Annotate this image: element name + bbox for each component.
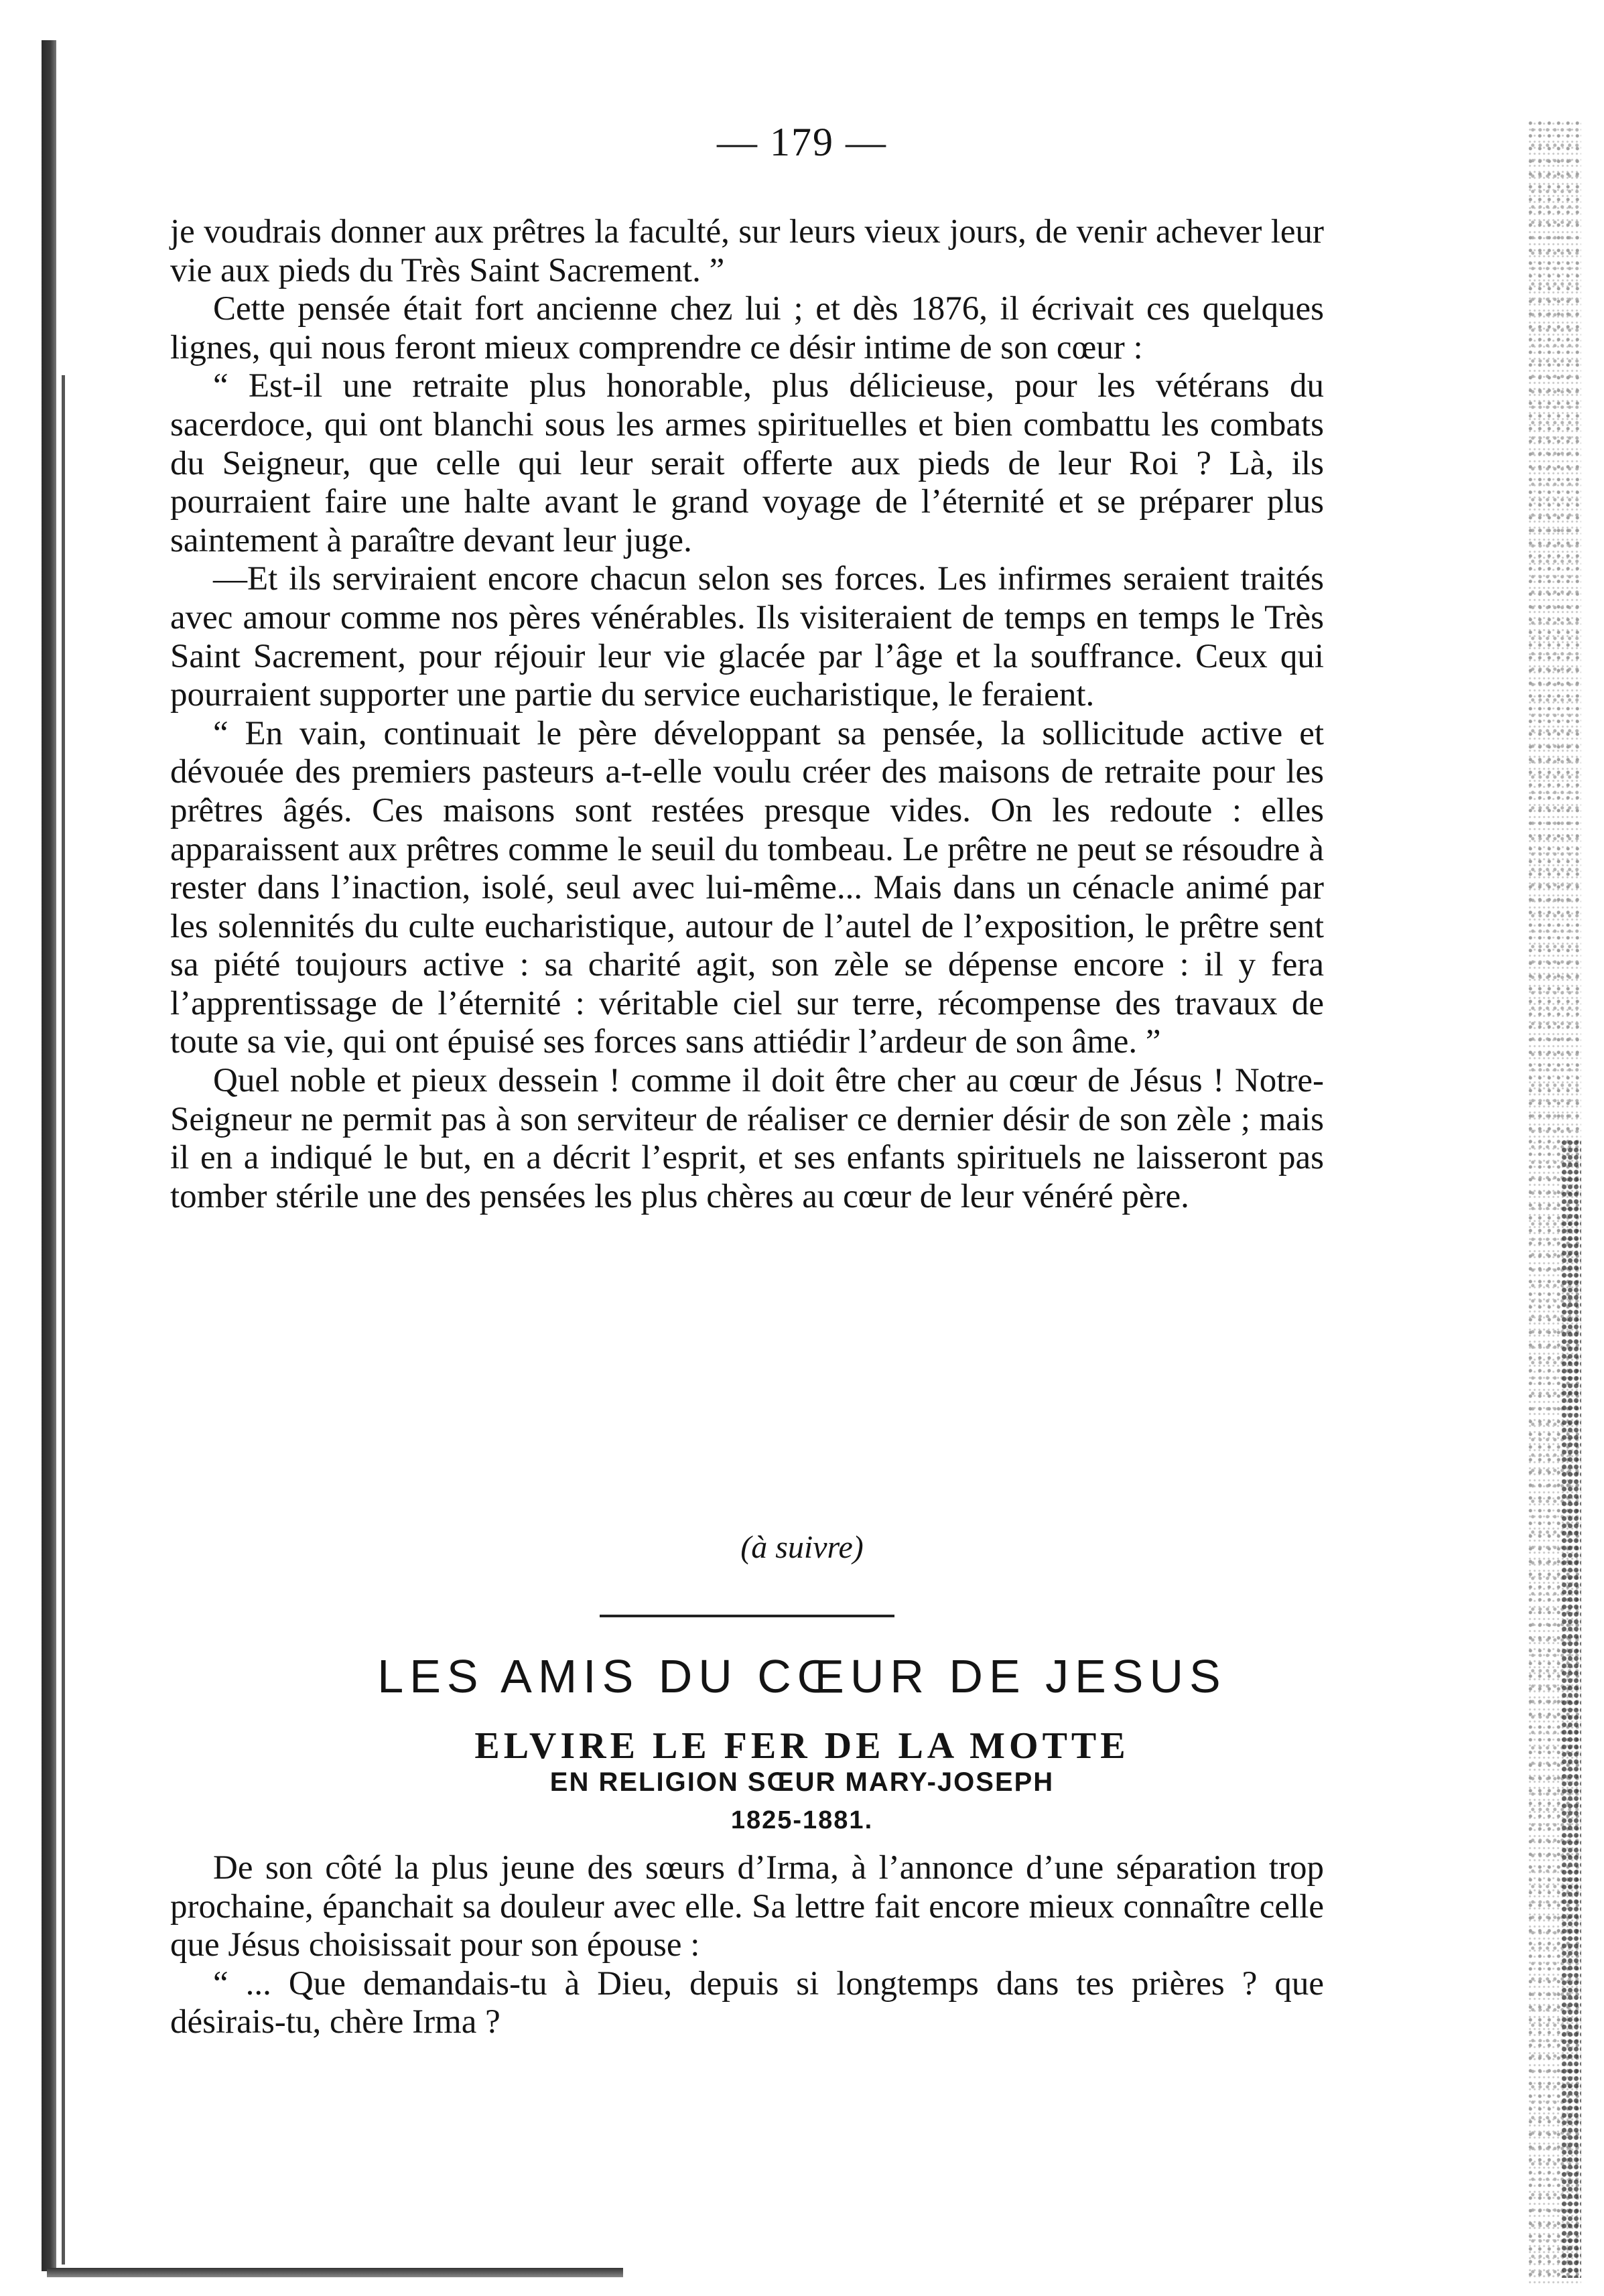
to-be-continued: (à suivre): [740, 1530, 864, 1565]
paragraph: “ ... Que demandais-tu à Dieu, depuis si longtemps dans tes prières ? que désirais-tu, chère Irma ?: [170, 1964, 1324, 2041]
section-subtitle: ELVIRE LE FER DE LA MOTTE: [474, 1725, 1130, 1767]
bottom-edge: [47, 2268, 623, 2277]
binding-edge: [42, 40, 56, 2271]
scan-noise-edge-dark: [1561, 1139, 1581, 2278]
section-title: LES AMIS DU CŒUR DE JESUS: [377, 1650, 1227, 1702]
paragraph: “ Est-il une retraite plus honorable, plus délicieuse, pour les vétérans du sacerdoce, qui ont blanchi sous les armes spirituelles et bien combattu les combats du Seigneur, que celle qui leur serait offerte aux pieds de leur Roi ? Là, ils pourraient faire une halte avant le grand voyage de l’éternité et se préparer plus saintement à paraître devant leur juge.: [170, 367, 1324, 559]
section-body-text: [170, 1849, 1324, 2042]
life-dates: 1825-1881.: [730, 1806, 874, 1834]
paragraph: Cette pensée était fort ancienne chez lui ; et dès 1876, il écrivait ces quelques lignes, qui nous feront mieux comprendre ce désir intime de son cœur :: [170, 290, 1324, 366]
paragraph: Quel noble et pieux dessein ! comme il doit être cher au cœur de Jésus ! Notre-Seigneur ne permit pas à son serviteur de réaliser ce dernier désir de son zèle ; mais il en a indiqué le but, en a décrit l’esprit, et ses enfants spirituels ne laisseront pas tomber stérile une des pensées les plus chères au cœur de leur vénéré père.: [170, 1062, 1324, 1215]
paragraph: “ En vain, continuait le père développant sa pensée, la sollicitude active et dévouée des premiers pasteurs a-t-elle voulu créer des maisons de retraite pour les prêtres âgés. Ces maisons sont restées presque vides. On les redoute : elles apparaissent aux prêtres comme le seuil du tombeau. Le prêtre ne peut se résoudre à rester dans l’inaction, isolé, seul avec lui-même... Mais dans un cénacle animé par les solennités du culte eucharistique, autour de l’autel de l’exposition, le prêtre sent sa piété toujours active : sa charité agit, son zèle se dépense encore : il y fera l’apprentissage de l’éternité : véritable ciel sur terre, récompense des travaux de toute sa vie, qui ont épuisé ses forces sans attiédir l’ardeur de son âme. ”: [170, 714, 1324, 1061]
page-number: — 179 —: [717, 120, 887, 164]
paragraph: —Et ils serviraient encore chacun selon ses forces. Les infirmes seraient traités avec amour comme nos pères vénérables. Ils visiteraient de temps en temps le Très Saint Sacrement, pour réjouir leur vie glacée par l’âge et la souffrance. Ceux qui pourraient supporter une partie du service eucharistique, le feraient.: [170, 560, 1324, 714]
religion-name: EN RELIGION SŒUR MARY-JOSEPH: [549, 1767, 1055, 1797]
paragraph: je voudrais donner aux prêtres la faculté, sur leurs vieux jours, de venir achever leur vie aux pieds du Très Saint Sacrement. ”: [170, 213, 1324, 289]
body-text: [170, 213, 1324, 1216]
paragraph: De son côté la plus jeune des sœurs d’Irma, à l’annonce d’une séparation trop prochaine, épanchait sa douleur avec elle. Sa lettre fait encore mieux connaître celle que Jésus choisissait pour son épouse :: [170, 1849, 1324, 1964]
section-divider: [600, 1615, 894, 1617]
binding-edge-line: [62, 375, 65, 2265]
